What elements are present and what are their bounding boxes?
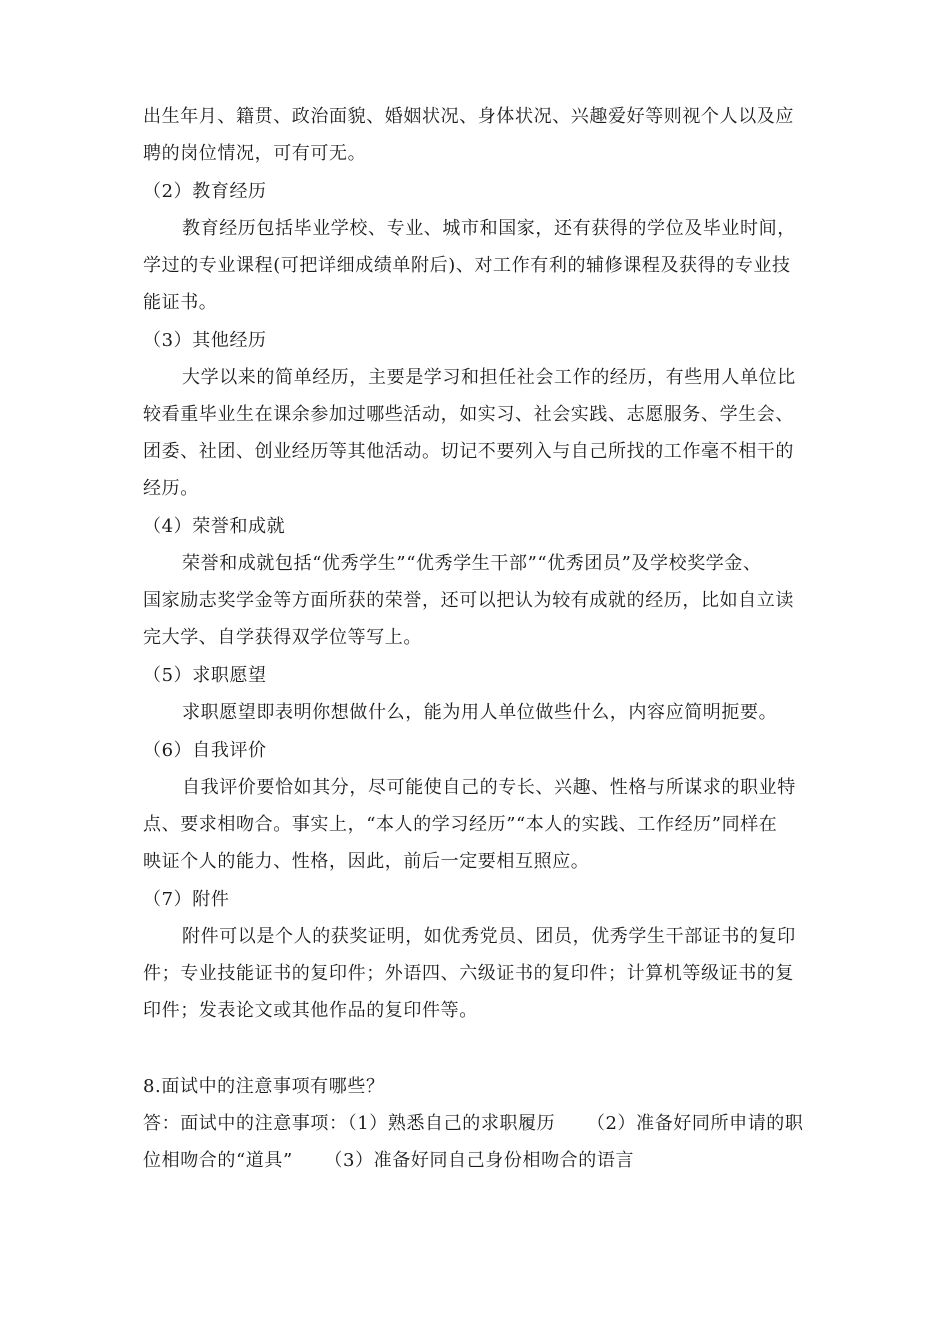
paragraph-line: 出生年月、籍贯、政治面貌、婚姻状况、身体状况、兴趣爱好等则视个人以及应	[143, 106, 794, 127]
section-heading-education: （2）教育经历	[143, 181, 267, 202]
paragraph-line: 经历。	[143, 478, 199, 499]
paragraph-line: 能证书。	[143, 292, 218, 313]
section-heading-other-experience: （3）其他经历	[143, 330, 267, 351]
paragraph-line: 求职愿望即表明你想做什么，能为用人单位做些什么，内容应简明扼要。	[182, 702, 778, 723]
paragraph-line: 国家励志奖学金等方面所获的荣誉，还可以把认为较有成就的经历，比如自立读	[143, 590, 794, 611]
section-heading-self-evaluation: （6）自我评价	[143, 740, 267, 761]
paragraph-line: 荣誉和成就包括“优秀学生”“优秀学生干部”“优秀团员”及学校奖学金、	[182, 553, 762, 574]
paragraph-line: 团委、社团、创业经历等其他活动。切记不要列入与自己所找的工作毫不相干的	[143, 441, 794, 462]
paragraph-line: 印件；发表论文或其他作品的复印件等。	[143, 1000, 478, 1021]
paragraph-line: 映证个人的能力、性格，因此，前后一定要相互照应。	[143, 851, 590, 872]
section-heading-attachments: （7）附件	[143, 889, 230, 910]
paragraph-line: 聘的岗位情况，可有可无。	[143, 143, 367, 164]
paragraph-line: 自我评价要恰如其分，尽可能使自己的专长、兴趣、性格与所谋求的职业特	[182, 777, 796, 798]
answer-line: 答：面试中的注意事项：（1）熟悉自己的求职履历 （2）准备好同所申请的职	[143, 1113, 804, 1134]
section-heading-honors: （4）荣誉和成就	[143, 516, 286, 537]
paragraph-line: 附件可以是个人的获奖证明，如优秀党员、团员，优秀学生干部证书的复印	[182, 926, 796, 947]
paragraph-line: 件；专业技能证书的复印件；外语四、六级证书的复印件；计算机等级证书的复	[143, 963, 794, 984]
paragraph-line: 大学以来的简单经历，主要是学习和担任社会工作的经历，有些用人单位比	[182, 367, 796, 388]
answer-line: 位相吻合的“道具” （3）准备好同自己身份相吻合的语言	[143, 1150, 635, 1171]
paragraph-line: 教育经历包括毕业学校、专业、城市和国家，还有获得的学位及毕业时间，	[182, 218, 796, 239]
paragraph-line: 学过的专业课程(可把详细成绩单附后)、对工作有利的辅修课程及获得的专业技	[143, 255, 791, 276]
paragraph-line: 点、要求相吻合。事实上，“本人的学习经历”“本人的实践、工作经历”同样在	[143, 814, 778, 835]
paragraph-line: 较看重毕业生在课余参加过哪些活动，如实习、社会实践、志愿服务、学生会、	[143, 404, 794, 425]
question-heading: 8.面试中的注意事项有哪些？	[143, 1076, 385, 1097]
paragraph-line: 完大学、自学获得双学位等写上。	[143, 627, 422, 648]
section-heading-career-goal: （5）求职愿望	[143, 665, 267, 686]
